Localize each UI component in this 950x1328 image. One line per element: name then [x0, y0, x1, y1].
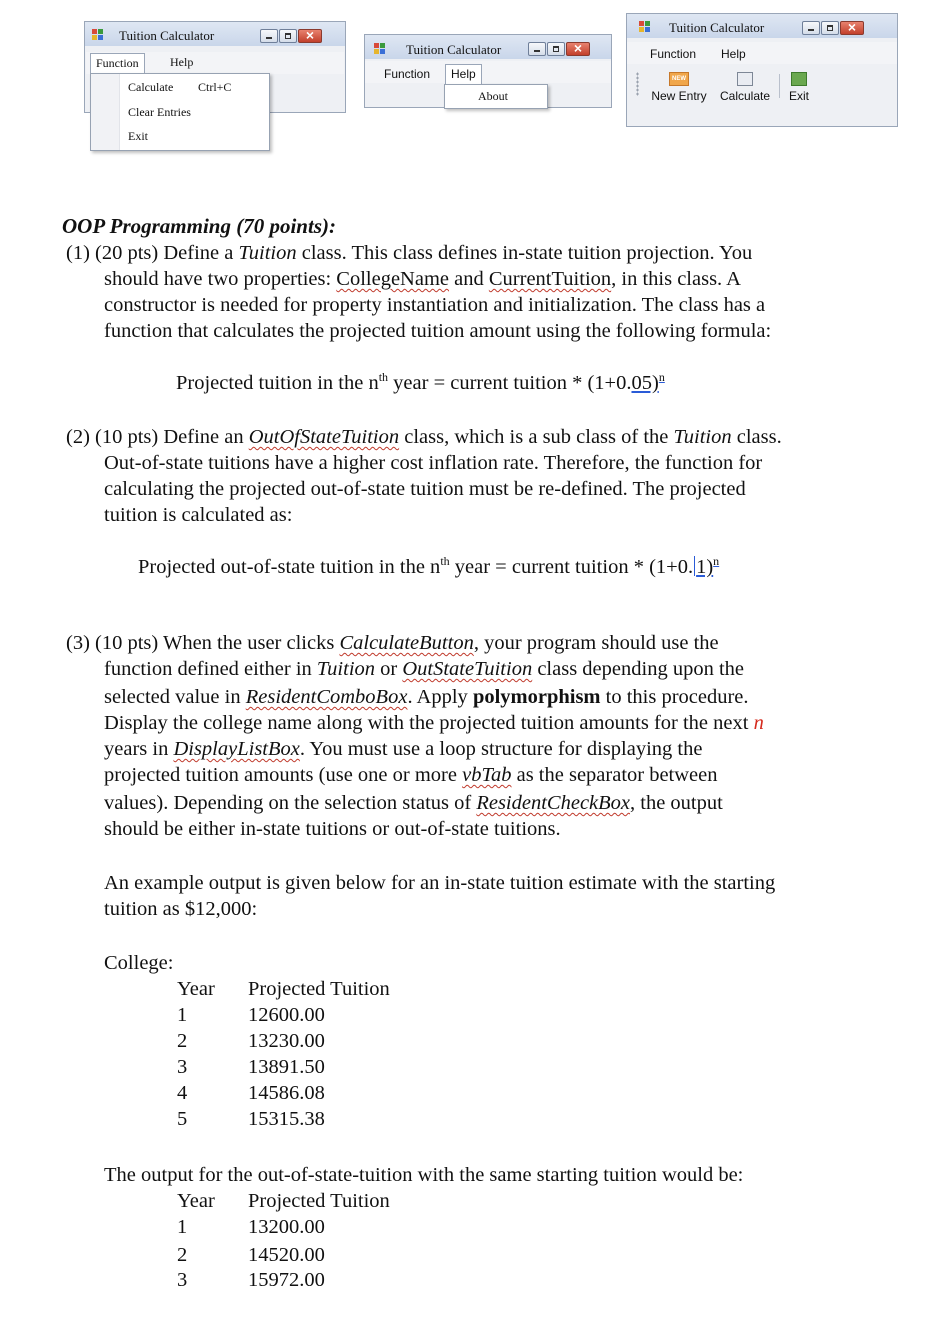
calculate-button[interactable]	[716, 72, 774, 103]
minimize-button[interactable]	[802, 21, 820, 35]
p3-line7: values). Depending on the selection status of ResidentCheckBox, the output	[104, 792, 723, 814]
year-header: Year	[177, 1190, 215, 1212]
p1-line1: (1) (20 pts) Define a Tuition class. This class defines in-state tuition projection. You	[66, 242, 753, 264]
college-label: College:	[104, 952, 174, 974]
p3-line1: (3) (10 pts) When the user clicks CalculateButton, your program should use the	[66, 632, 719, 654]
tuition-calculator-window-3	[626, 13, 898, 127]
maximize-button[interactable]	[547, 42, 565, 56]
exit-icon	[791, 72, 807, 86]
section-heading: OOP Programming (70 points):	[62, 214, 336, 238]
p1-line2: should have two properties: CollegeName and CurrentTuition, in this class. A	[104, 268, 741, 290]
menu-item-calculate[interactable]: Calculate	[128, 80, 174, 94]
p3-line2: function defined either in Tuition or OutStateTuition class depending upon the	[104, 658, 744, 680]
p3-line5: years in DisplayListBox. You must use a loop structure for displaying the	[104, 738, 703, 760]
projected-tuition-header: Projected Tuition	[248, 978, 390, 1000]
projected-tuition-header: Projected Tuition	[248, 1190, 390, 1212]
menu-help[interactable]: Help	[445, 64, 482, 85]
year-header: Year	[177, 978, 215, 1000]
exit-button[interactable]	[784, 72, 814, 103]
menu-item-clear-entries[interactable]: Clear Entries	[128, 105, 191, 119]
p2-line2: Out-of-state tuitions have a higher cost inflation rate. Therefore, the function for	[104, 452, 763, 474]
window-title: Tuition Calculator	[669, 20, 765, 35]
title-bar	[85, 22, 345, 46]
exit-label: Exit	[788, 89, 809, 103]
maximize-button[interactable]	[821, 21, 839, 35]
text-cursor	[694, 556, 695, 576]
menu-item-exit[interactable]: Exit	[128, 129, 148, 143]
title-bar	[365, 35, 611, 59]
toolbar	[627, 66, 897, 106]
title-bar	[627, 14, 897, 38]
toolbar-separator	[779, 74, 780, 98]
menu-bar	[365, 61, 611, 83]
calculate-label: Calculate	[719, 89, 771, 103]
app-icon	[639, 21, 651, 33]
p3-line3: selected value in ResidentComboBox. Apply polymorphism to this procedure.	[104, 686, 749, 708]
maximize-button[interactable]	[279, 29, 297, 43]
app-icon	[92, 29, 104, 41]
in-state-formula: Projected tuition in the $n^{th}$ year = current tuition * $(1+0.05)^n$	[176, 370, 665, 394]
menu-bar	[627, 42, 897, 64]
p3-line4: Display the college name along with the projected tuition amounts for the next n	[104, 712, 764, 734]
toolbar-grip	[636, 72, 639, 96]
menu-help[interactable]: Help	[170, 55, 194, 69]
new-entry-label: New Entry	[651, 89, 707, 103]
close-button[interactable]	[566, 42, 590, 56]
window-title: Tuition Calculator	[119, 28, 215, 43]
p2-line3: calculating the projected out-of-state tuition must be re-defined. The projected	[104, 478, 746, 500]
p1-line3: constructor is needed for property instantiation and initialization. The class has a	[104, 294, 766, 316]
menu-bar	[86, 52, 344, 74]
menu-function[interactable]: Function	[650, 47, 697, 61]
menu-function[interactable]: Function	[384, 67, 431, 81]
p1-line4: function that calculates the projected tuition amount using the following formula:	[104, 320, 772, 342]
menu-help[interactable]: Help	[721, 47, 746, 61]
menu-function[interactable]: Function	[90, 53, 145, 74]
p2-line4: tuition is calculated as:	[104, 504, 293, 526]
new-icon: NEW	[669, 72, 689, 86]
help-dropdown	[444, 84, 548, 109]
out-of-state-intro: The output for the out-of-state-tuition with the same starting tuition would be:	[104, 1164, 744, 1186]
example-line1: An example output is given below for an in-state tuition estimate with the starting	[104, 872, 776, 894]
app-icon	[374, 43, 386, 55]
example-line2: tuition as $12,000:	[104, 898, 258, 920]
p3-line6: projected tuition amounts (use one or more vbTab as the separator between	[104, 764, 718, 786]
minimize-button[interactable]	[528, 42, 546, 56]
p2-line1: (2) (10 pts) Define an OutOfStateTuition class, which is a sub class of the Tuition class.	[66, 426, 782, 448]
calculator-icon	[737, 72, 753, 86]
new-entry-button[interactable]	[649, 72, 709, 103]
menu-item-about[interactable]: About	[478, 89, 508, 103]
calculate-shortcut: Ctrl+C	[198, 80, 232, 94]
close-button[interactable]	[840, 21, 864, 35]
close-button[interactable]	[298, 29, 322, 43]
function-dropdown	[90, 73, 270, 151]
minimize-button[interactable]	[260, 29, 278, 43]
out-of-state-formula: Projected out-of-state tuition in the $n^{th}$ year = current tuition * (1+0. 1)$^n$	[138, 554, 720, 578]
p3-line8: should be either in-state tuitions or out-of-state tuitions.	[104, 818, 561, 840]
window-title: Tuition Calculator	[406, 42, 502, 57]
